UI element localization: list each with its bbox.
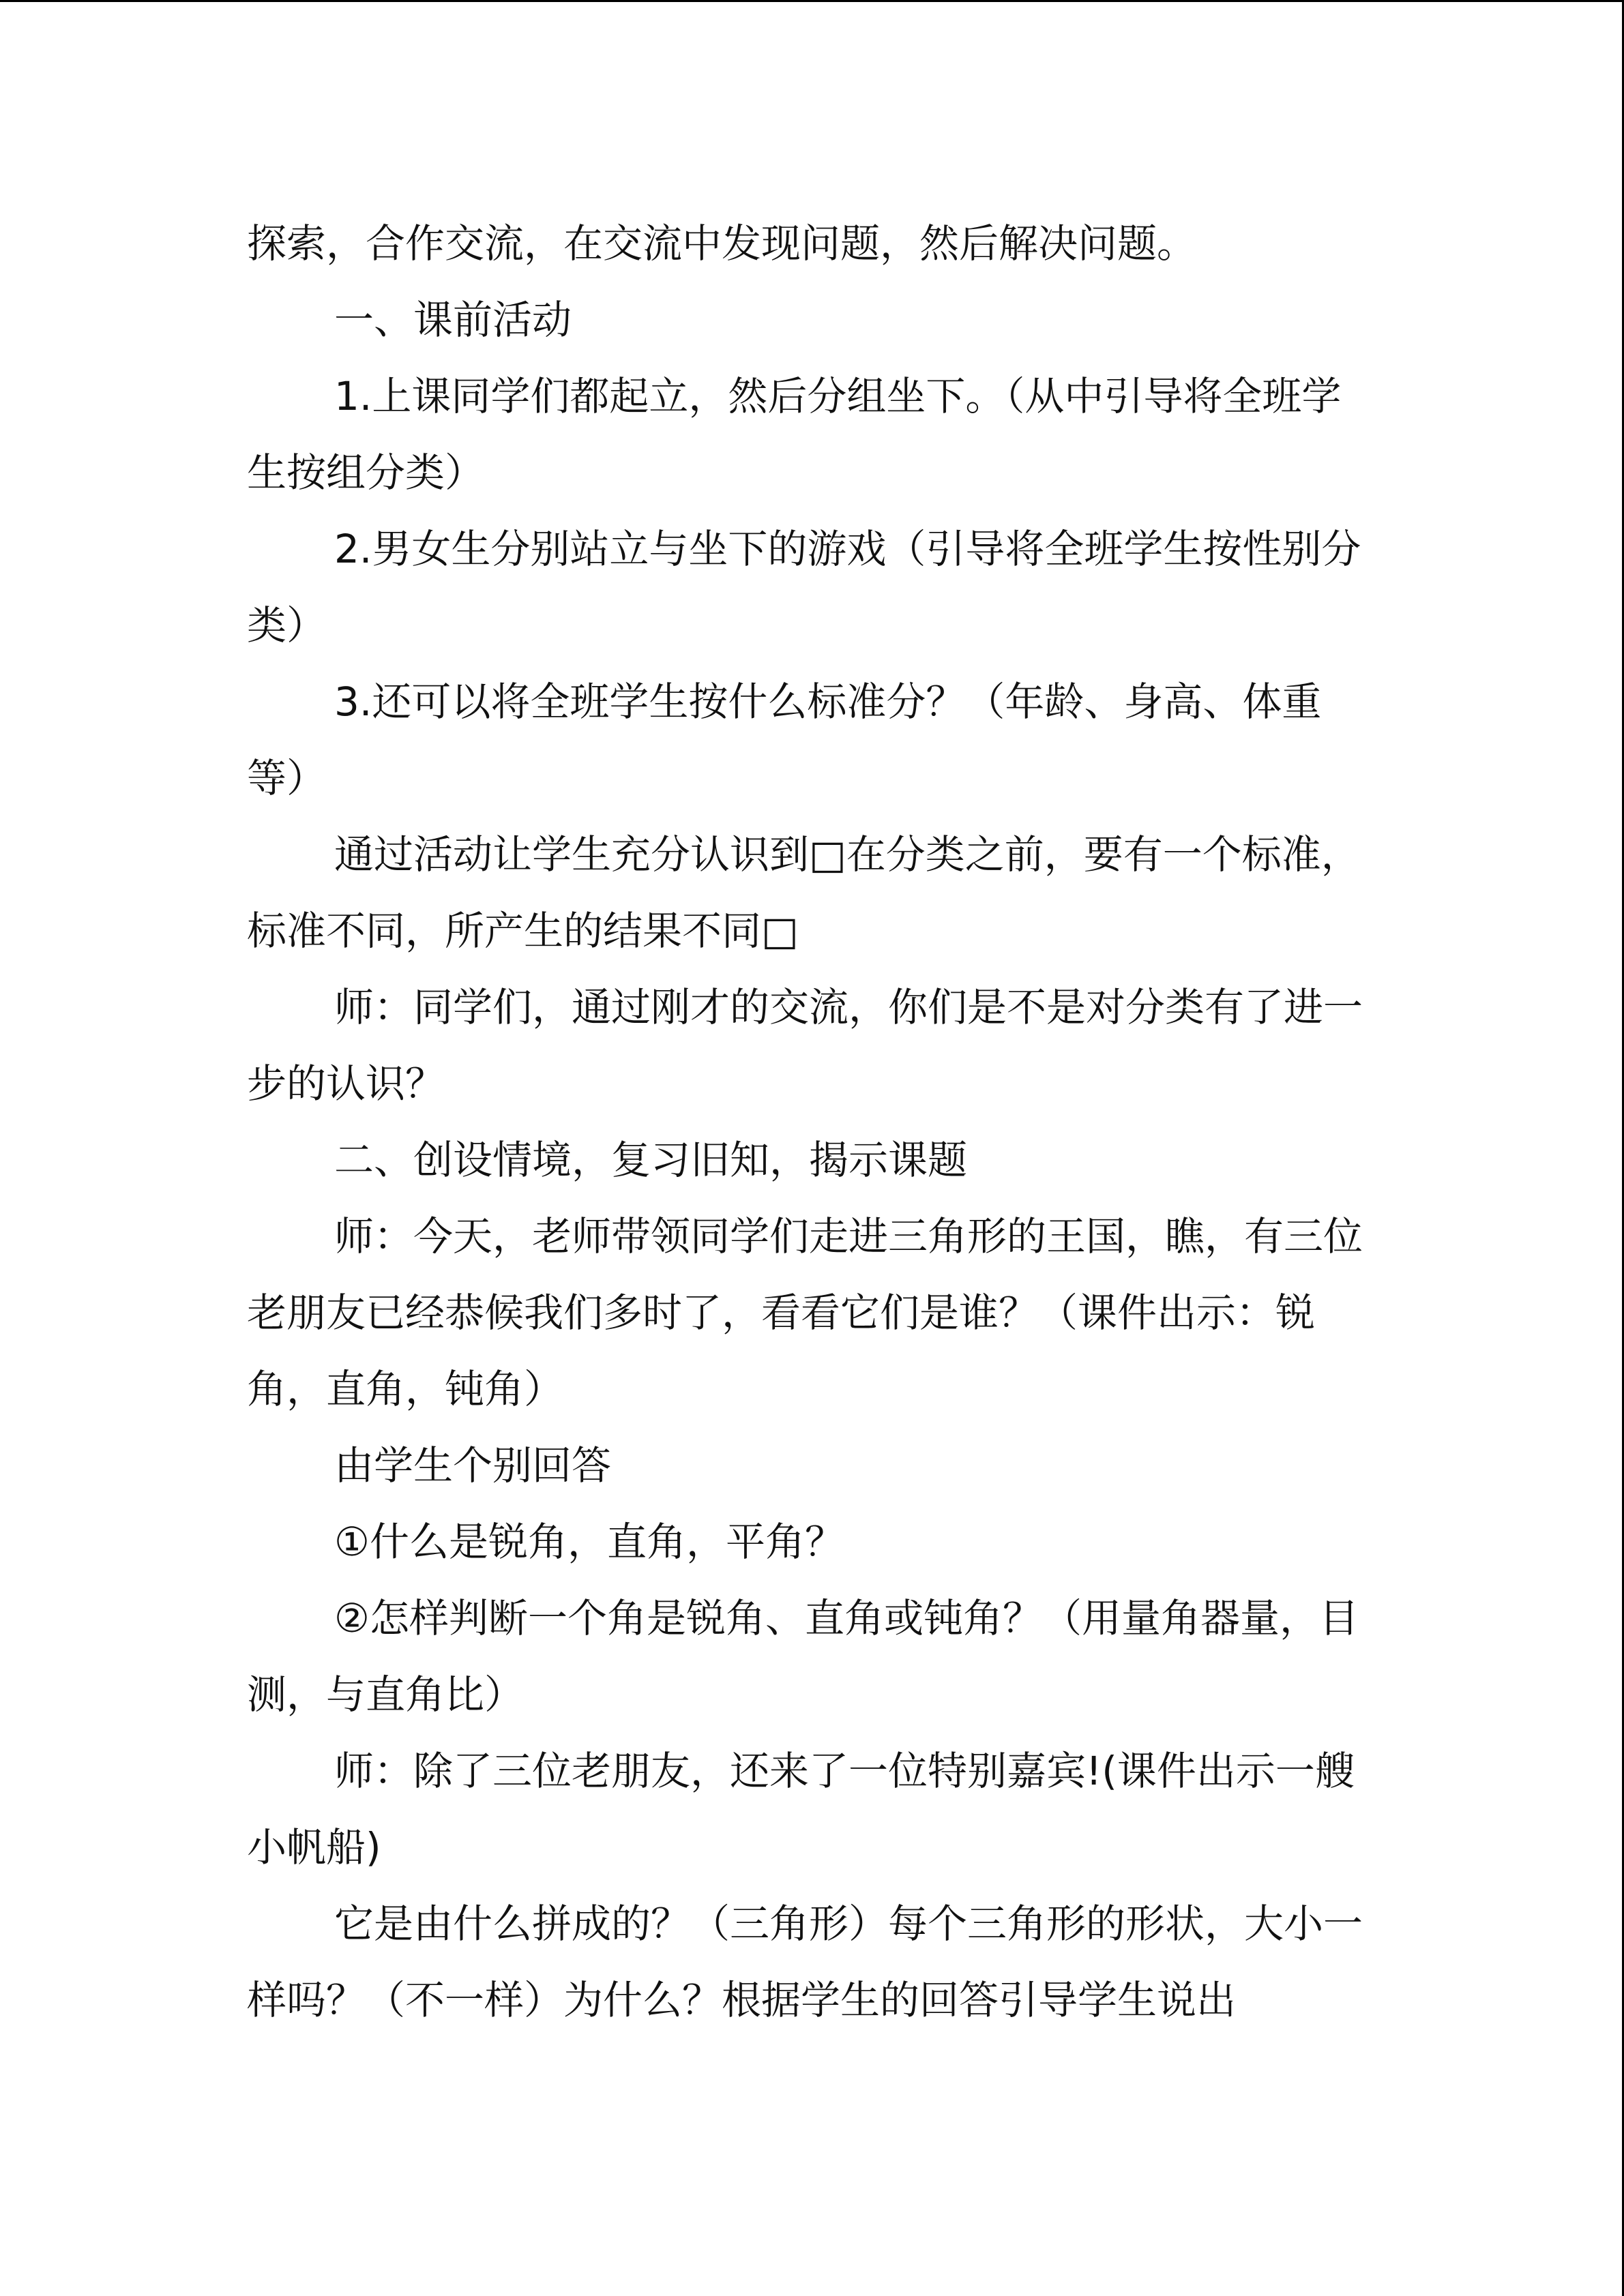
paragraph-activity-1: 1.上课同学们都起立，然后分组坐下。（从中引导将全班学生按组分类）	[247, 373, 1342, 496]
paragraph-teacher-guest: 师：除了三位老朋友，还来了一位特别嘉宾!(课件出示一艘小帆船)	[247, 1748, 1355, 1870]
paragraph-activity-2: 2.男女生分别站立与坐下的游戏（引导将全班学生按性别分类）	[247, 526, 1361, 648]
section-heading-create-scenario: 二、创设情境，复习旧知，揭示课题	[334, 1137, 968, 1183]
section-heading-pre-class-activities: 一、课前活动	[334, 297, 572, 343]
paragraph-activity-3: 3.还可以将全班学生按什么标准分？（年龄、身高、体重等）	[247, 679, 1322, 801]
paragraph-sailboat-question: 它是由什么拼成的？（三角形）每个三角形的形状，大小一样吗？（不一样）为什么？根据学生的回答引导学生说出	[247, 1900, 1363, 2023]
paragraph-activity-summary: 通过活动让学生充分认识到□在分类之前，要有一个标准，标准不同，所产生的结果不同□	[247, 831, 1361, 954]
paragraph-teacher-intro: 师：今天，老师带领同学们走进三角形的王国，瞧，有三位老朋友已经恭候我们多时了，看看它们是谁？（课件出示：锐角，直角，钝角）	[247, 1213, 1363, 1412]
document-body	[247, 205, 1379, 2038]
paragraph-student-answer: 由学生个别回答	[334, 1442, 612, 1489]
paragraph-question-2: ②怎样判断一个角是锐角、直角或钝角？（用量角器量，目测，与直角比）	[247, 1595, 1359, 1718]
paragraph-question-1: ①什么是锐角，直角，平角？	[334, 1519, 844, 1565]
paragraph-teacher-question-1: 师：同学们，通过刚才的交流，你们是不是对分类有了进一步的认识？	[247, 984, 1363, 1107]
paragraph-1: 探索，合作交流，在交流中发现问题，然后解决问题。	[247, 220, 1197, 267]
